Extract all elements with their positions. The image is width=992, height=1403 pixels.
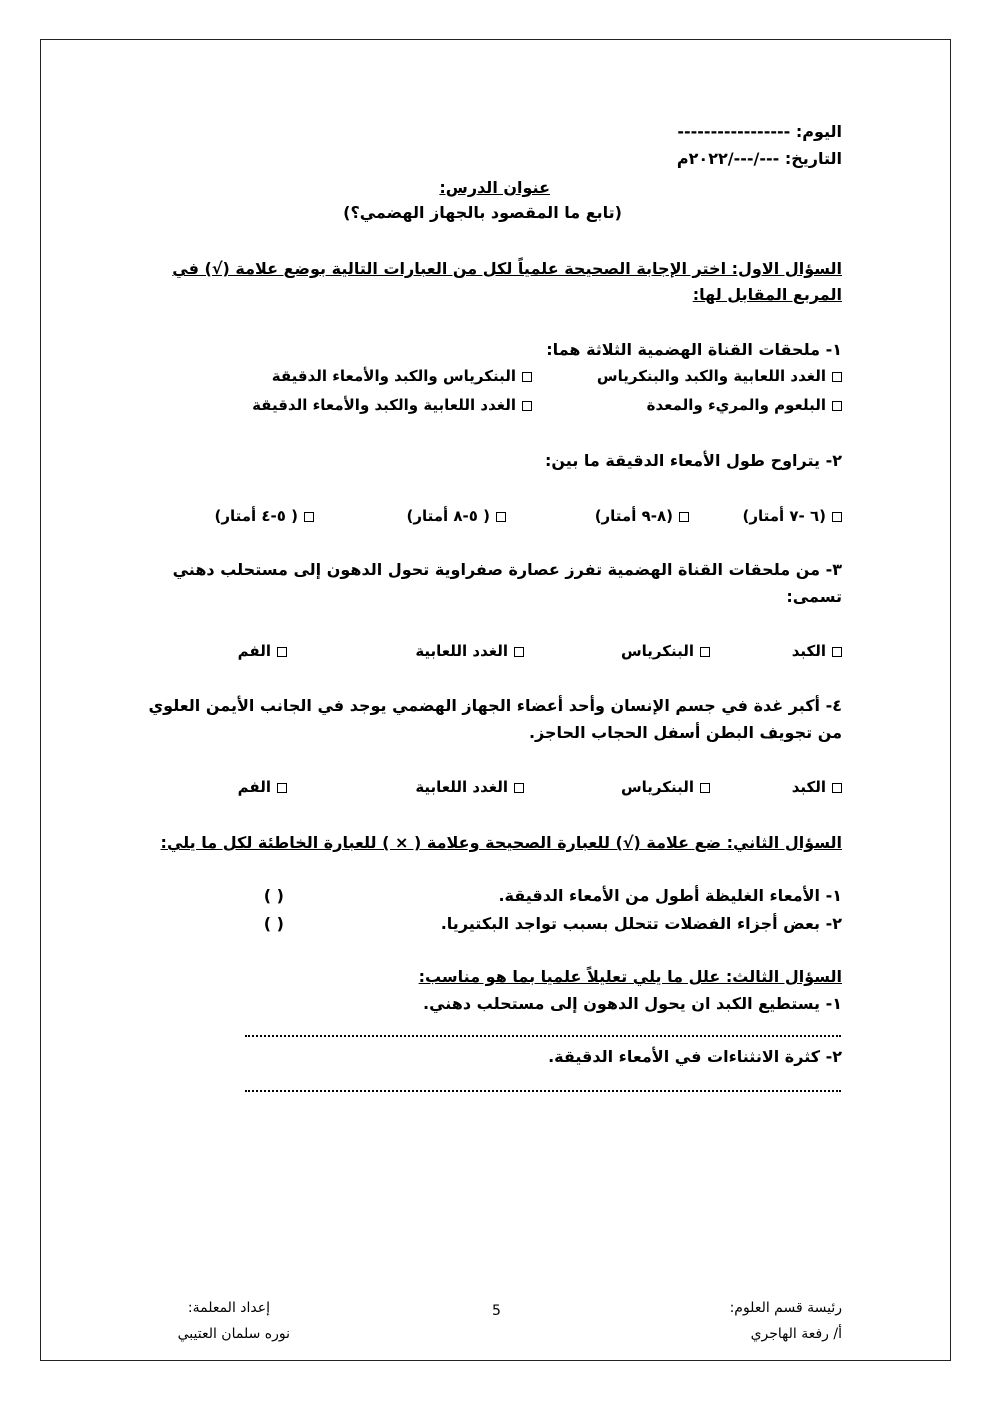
q1-item2-option[interactable]: (٨-٩ أمتار) [595,507,689,525]
checkbox-icon[interactable] [304,512,314,522]
q3-item2-answer-line[interactable] [245,1090,841,1092]
checkbox-icon[interactable] [522,401,532,411]
q1-item4-text-line1: ٤- أكبر غدة في جسم الإنسان وأحد أعضاء الجهاز الهضمي يوجد في الجانب الأيمن العلوي [148,696,842,715]
q1-heading-line1: السؤال الاول: اختر الإجابة الصحيحة علمياً لكل من العبارات التالية بوضع علامة (√) في [172,259,842,278]
q1-item3-option[interactable]: الغدد اللعابية [415,642,524,660]
page-number: 5 [492,1303,501,1319]
q2-item1-text: ١- الأمعاء الغليظة أطول من الأمعاء الدقيقة. [498,886,842,905]
lesson-title-label: عنوان الدرس: [439,178,550,197]
date-line: التاريخ: ---/---/٢٠٢٢م [676,149,842,168]
day-line: اليوم: ----------------- [677,122,842,141]
q2-item2-text: ٢- بعض أجزاء الفضلات تتحلل بسبب تواجد البكتيريا. [440,914,842,933]
checkbox-icon[interactable] [832,783,842,793]
q1-item4-option[interactable]: الغدد اللعابية [415,778,524,796]
checkbox-icon[interactable] [496,512,506,522]
q1-item3-text-line2: تسمى: [786,587,842,606]
checkbox-icon[interactable] [832,647,842,657]
q1-item1-option[interactable]: البلعوم والمريء والمعدة [647,396,842,414]
q1-heading-line2: المربع المقابل لها: [692,285,842,304]
lesson-title: (تابع ما المقصود بالجهاز الهضمي؟) [343,203,622,222]
checkbox-icon[interactable] [514,647,524,657]
q1-item3-option[interactable]: الكبد [792,642,842,660]
q1-item2-text: ٢- يتراوح طول الأمعاء الدقيقة ما بين: [545,451,842,470]
checkbox-icon[interactable] [700,783,710,793]
checkbox-icon[interactable] [832,401,842,411]
q1-item3-option[interactable]: الفم [238,642,287,660]
footer-head-name: أ/ رفعة الهاجري [750,1326,842,1342]
q1-item3-option[interactable]: البنكرياس [621,642,710,660]
footer-head-label: رئيسة قسم العلوم: [729,1300,842,1316]
q2-heading: السؤال الثاني: ضع علامة (√) للعبارة الصحيحة وعلامة ( × ) للعبارة الخاطئة لكل ما يلي: [160,833,842,852]
q3-item1-text: ١- يستطيع الكبد ان يحول الدهون إلى مستحلب دهني. [422,994,842,1013]
checkbox-icon[interactable] [522,372,532,382]
q1-item1-option[interactable]: البنكرياس والكبد والأمعاء الدقيقة [272,367,532,385]
q3-item1-answer-line[interactable] [245,1035,841,1037]
q1-item2-option[interactable]: (٦ -٧ أمتار) [742,507,842,525]
q3-heading: السؤال الثالث: علل ما يلي تعليلاً علميا بما هو مناسب: [418,967,842,986]
q1-item3-text-line1: ٣- من ملحقات القناة الهضمية تفرز عصارة صفراوية تحول الدهون إلى مستحلب دهني [172,560,842,579]
q1-item1-option[interactable]: الغدد اللعابية والكبد والبنكرياس [597,367,842,385]
checkbox-icon[interactable] [277,647,287,657]
q1-item1-text: ١- ملحقات القناة الهضمية الثلاثة هما: [546,340,842,359]
q1-item2-option[interactable]: ( ٥-٨ أمتار) [406,507,506,525]
q2-item2-answer[interactable]: ( ) [263,914,284,933]
q2-item1-answer[interactable]: ( ) [263,886,284,905]
checkbox-icon[interactable] [832,372,842,382]
q1-item2-option[interactable]: ( ٥-٤ أمتار) [214,507,314,525]
footer-prepared-name: نوره سلمان العتيبي [177,1326,290,1342]
q1-item1-option[interactable]: الغدد اللعابية والكبد والأمعاء الدقيقة [252,396,532,414]
checkbox-icon[interactable] [514,783,524,793]
q3-item2-text: ٢- كثرة الانثناءات في الأمعاء الدقيقة. [548,1047,842,1066]
q1-item4-option[interactable]: الفم [238,778,287,796]
q1-item4-option[interactable]: الكبد [792,778,842,796]
footer-prepared-label: إعداد المعلمة: [187,1300,270,1316]
checkbox-icon[interactable] [832,512,842,522]
q1-item4-option[interactable]: البنكرياس [621,778,710,796]
q1-item4-text-line2: من تجويف البطن أسفل الحجاب الحاجز. [528,723,842,742]
checkbox-icon[interactable] [679,512,689,522]
checkbox-icon[interactable] [700,647,710,657]
checkbox-icon[interactable] [277,783,287,793]
